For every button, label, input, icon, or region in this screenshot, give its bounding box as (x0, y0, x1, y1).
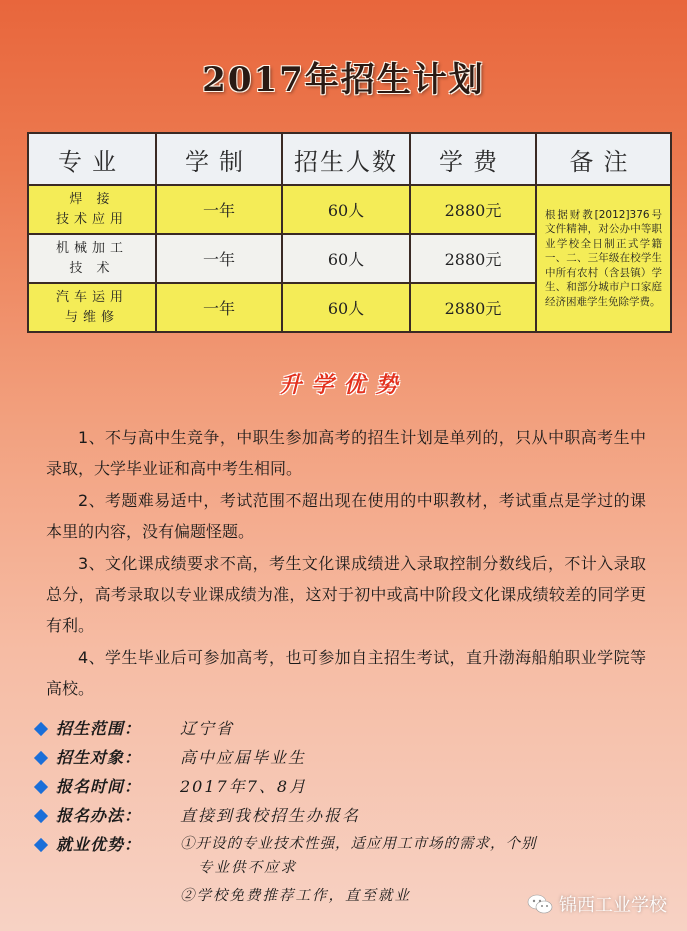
fee-cell: 2880元 (410, 283, 536, 332)
page-title: 2017年招生计划 (202, 60, 485, 100)
advantage-item: 4、学生毕业后可参加高考，也可参加自主招生考试，直升渤海船舶职业学院等高校。 (46, 648, 646, 698)
note-cell: 根据财教[2012]376号文件精神，对公办中等职业学校全日制正式学籍一、二、三年级在校学生中所有农村（含县镇）学生、和部分城市户口家庭经济困难学生免除学费。 (536, 185, 671, 332)
header-fee: 学费 (410, 133, 536, 185)
enrollment-info (32, 716, 672, 908)
diamond-bullet-icon (34, 780, 48, 794)
advantages-list (46, 422, 646, 705)
major-cell: 机械加工 技 术 (28, 234, 156, 283)
enrollment-plan-table (27, 132, 672, 333)
header-note: 备注 (536, 133, 671, 185)
quota-cell: 60人 (282, 185, 410, 234)
advantage-item: 1、不与高中生竞争，中职生参加高考的招生计划是单列的，只从中职高考生中录取，大学毕业证和高中考生相同。 (46, 428, 646, 478)
diamond-bullet-icon (34, 751, 48, 765)
advantage-item: 3、文化课成绩要求不高，考生文化课成绩进入录取控制分数线后，不计入录取总分，高考录取以专业课成绩为准，这对于初中或高中阶段文化课成绩较差的同学更有利。 (46, 554, 646, 635)
diamond-bullet-icon (34, 809, 48, 823)
fee-cell: 2880元 (410, 185, 536, 234)
major-cell: 汽车运用 与维修 (28, 283, 156, 332)
quota-cell: 60人 (282, 234, 410, 283)
advantages-title: 升学优势 (279, 372, 408, 398)
header-duration: 学制 (156, 133, 282, 185)
table-header-row (28, 133, 671, 185)
info-row-target: 招生对象： 高中应届毕业生 (32, 745, 672, 774)
table-row (28, 185, 671, 234)
diamond-bullet-icon (34, 722, 48, 736)
wechat-icon (527, 893, 553, 915)
duration-cell: 一年 (156, 185, 282, 234)
advantage-item: 2、考题难易适中，考试范围不超出现在使用的中职教材，考试重点是学过的课本里的内容，没有偏题怪题。 (46, 491, 646, 541)
watermark: 锦西工业学校 (527, 891, 667, 917)
major-cell: 焊 接 技术应用 (28, 185, 156, 234)
fee-cell: 2880元 (410, 234, 536, 283)
duration-cell: 一年 (156, 234, 282, 283)
duration-cell: 一年 (156, 283, 282, 332)
info-row-employment: 就业优势： ①开设的专业技术性强，适应用工市场的需求，个别 专业供不应求 ②学校免费推荐工作，直至就业 (32, 832, 672, 908)
quota-cell: 60人 (282, 283, 410, 332)
info-row-method: 报名办法： 直接到我校招生办报名 (32, 803, 672, 832)
diamond-bullet-icon (34, 838, 48, 852)
header-quota: 招生人数 (282, 133, 410, 185)
info-row-time: 报名时间： 2017年7、8月 (32, 774, 672, 803)
header-major: 专业 (28, 133, 156, 185)
info-row-scope: 招生范围： 辽宁省 (32, 716, 672, 745)
